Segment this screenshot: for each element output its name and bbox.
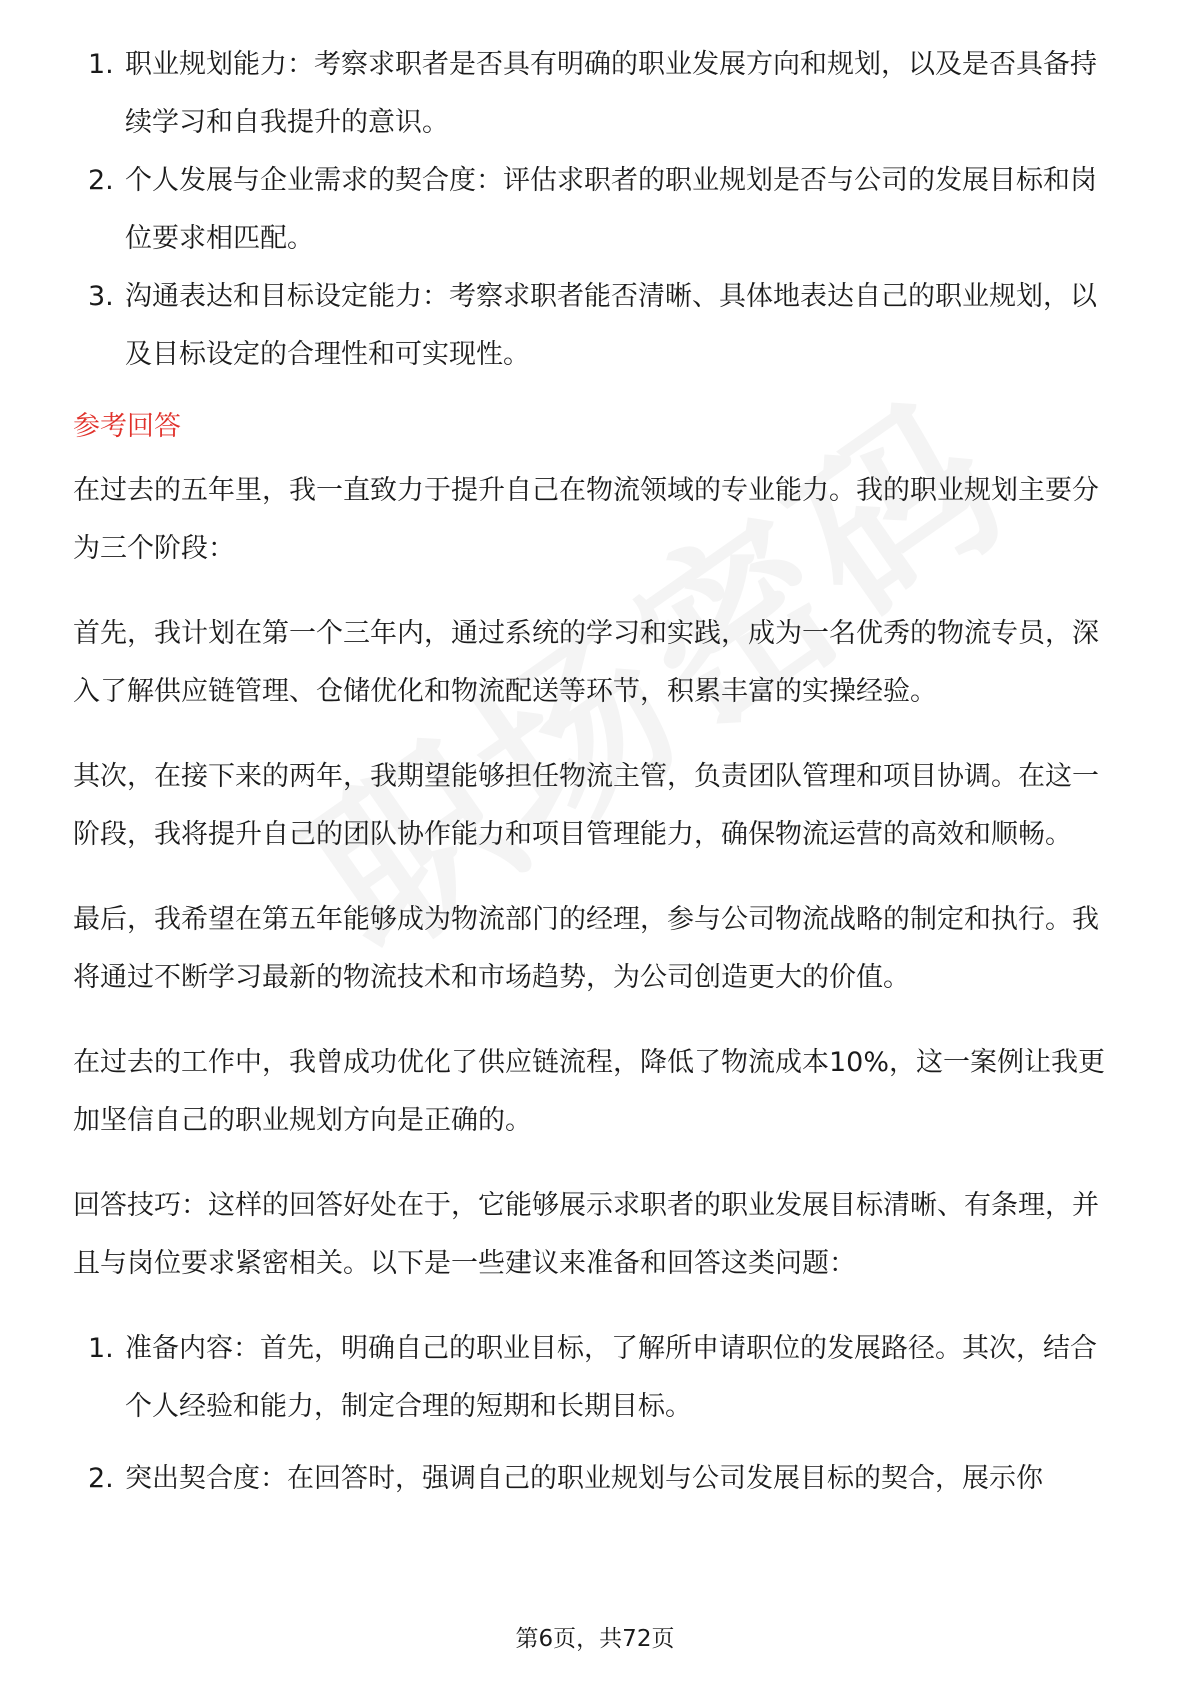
list-number: 1. (88, 49, 114, 80)
criteria-list (73, 36, 1118, 384)
page-footer: 第6页，共72页 (515, 1626, 675, 1652)
list-item (73, 268, 1118, 384)
list-number: 1. (88, 1333, 114, 1364)
page-content (73, 36, 1118, 1508)
list-item (73, 152, 1118, 268)
list-item-text: 准备内容：首先，明确自己的职业目标，了解所申请职位的发展路径。其次，结合个人经验和能力，制定合理的短期和长期目标。 (125, 1333, 1097, 1422)
tips-list (73, 1320, 1118, 1508)
list-item (73, 1320, 1118, 1436)
list-item-text: 个人发展与企业需求的契合度：评估求职者的职业规划是否与公司的发展目标和岗位要求相匹配。 (125, 165, 1097, 254)
section-heading: 参考回答 (73, 411, 181, 442)
list-number: 3. (88, 281, 114, 312)
paragraph: 回答技巧：这样的回答好处在于，它能够展示求职者的职业发展目标清晰、有条理，并且与岗位要求紧密相关。以下是一些建议来准备和回答这类问题： (73, 1190, 1099, 1279)
paragraph: 其次，在接下来的两年，我期望能够担任物流主管，负责团队管理和项目协调。在这一阶段，我将提升自己的团队协作能力和项目管理能力，确保物流运营的高效和顺畅。 (73, 761, 1099, 850)
list-item-text: 突出契合度：在回答时，强调自己的职业规划与公司发展目标的契合，展示你 (125, 1463, 1043, 1494)
list-item-text: 沟通表达和目标设定能力：考察求职者能否清晰、具体地表达自己的职业规划，以及目标设定的合理性和可实现性。 (125, 281, 1097, 370)
paragraph: 首先，我计划在第一个三年内，通过系统的学习和实践，成为一名优秀的物流专员，深入了解供应链管理、仓储优化和物流配送等环节，积累丰富的实操经验。 (73, 618, 1099, 707)
list-number: 2. (88, 165, 114, 196)
paragraph: 在过去的五年里，我一直致力于提升自己在物流领域的专业能力。我的职业规划主要分为三个阶段： (73, 475, 1099, 564)
paragraph: 在过去的工作中，我曾成功优化了供应链流程，降低了物流成本10%，这一案例让我更加坚信自己的职业规划方向是正确的。 (73, 1047, 1106, 1136)
list-item-text: 职业规划能力：考察求职者是否具有明确的职业发展方向和规划，以及是否具备持续学习和自我提升的意识。 (125, 49, 1097, 138)
list-item (73, 36, 1118, 152)
paragraph: 最后，我希望在第五年能够成为物流部门的经理，参与公司物流战略的制定和执行。我将通过不断学习最新的物流技术和市场趋势，为公司创造更大的价值。 (73, 904, 1099, 993)
list-number: 2. (88, 1463, 114, 1494)
list-item (73, 1450, 1118, 1508)
